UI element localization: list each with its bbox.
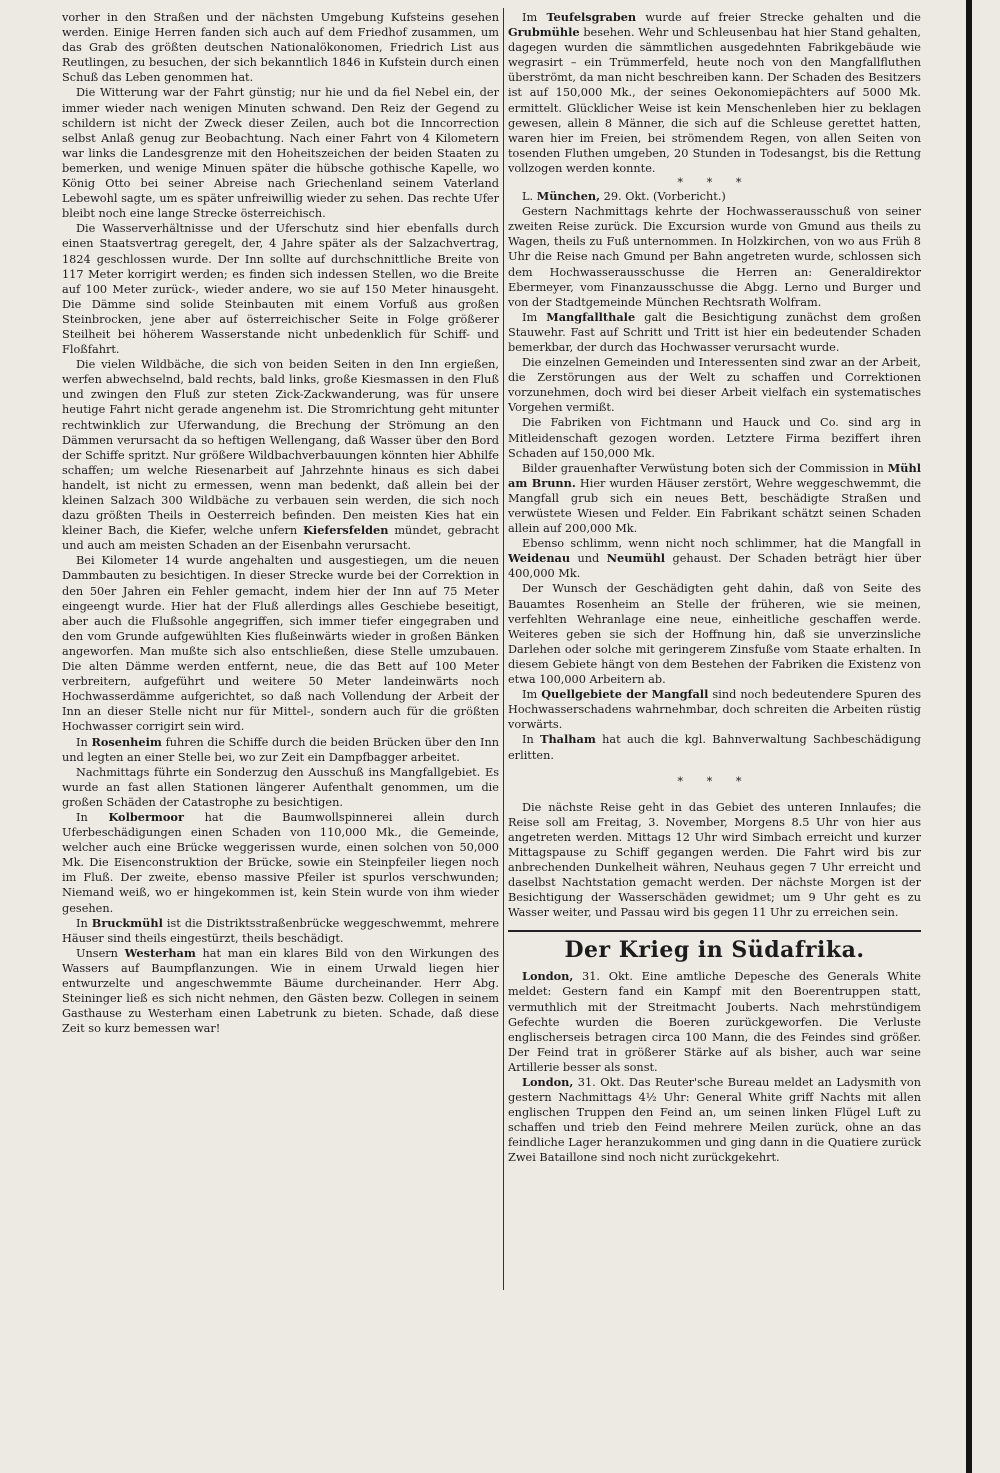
paragraph: In Rosenheim fuhren die Schiffe durch die beiden Brücken über den Inn und legten an einer Stelle bei, wo zur Zeit ein Dampfbagger arbeitet. [62, 734, 500, 764]
place-name: Kolbermoor [108, 809, 184, 824]
paragraph: Der Wunsch der Geschädigten geht dahin, daß von Seite des Bauamtes Rosenheim an Stelle der früheren, wie sie meinen, verfehlten Wehranlage eine neue, einheitliche geschaffen werde. Weiteres geben sie sich der Hoffnung hin, daß sie unverzinsliche Darlehen oder solche mit geringerem Zinsfuße vom Staate erhalten. In diesem Gebiete hängt von dem Bestehen der Fabriken die Existenz von etwa 100,000 Arbeitern ab. [508, 582, 921, 687]
paragraph: Im Mangfallthale galt die Besichtigung zunächst dem großen Stauwehr. Fast auf Schritt und Tritt ist hier ein bedeutender Schaden bemerkbar, der durch das Hochwasser verursacht wurde. [508, 309, 921, 354]
place-name: Rosenheim [91, 734, 162, 749]
dateline: L. München, 29. Okt. (Vorbericht.) [522, 189, 726, 204]
place-name: Neumühl [606, 551, 666, 566]
headline: Der Krieg in Südafrika. [564, 937, 865, 964]
left-column [62, 10, 499, 1036]
paragraph: Die vielen Wildbäche, die sich von beiden Seiten in den Inn ergießen, werfen abwechselnd, bald rechts, bald links, große Kiesmassen in den Fluß und zwingen den Fluß zur steten Zick-Zackwanderung, was für unsere heutige Fahrt nicht gerade angenehm ist. Die Stromrichtung geht mitunter rechtwinklich zur Uferwandung, die Brechung der Strömung an den Dämmen verursacht da so heftigen Wellengang, daß Wasser über den Bord der Schiffe spritzt. Nur größere Wildbachverbauungen könnten hier Abhilfe schaffen; um welche Riesenarbeit auf Jahrzehnte hinaus es sich dabei handelt, ist nicht zu ermessen, wenn man bedenkt, daß allein bei der kleinen Salzach 300 Wildbäche zu verbauen sein werden, die sich noch dazu größten Theils in Oesterreich befinden. Den meisten Kies hat ein kleiner Bach, die Kiefer, welche unfern Kiefersfelden mündet, gebracht und auch am meisten Schaden an der Eisenbahn verursacht. [62, 358, 499, 553]
paragraph: Ebenso schlimm, wenn nicht noch schlimmer, hat die Mangfall in Weidenau und Neumühl gehaust. Der Schaden beträgt hier über 400,000 Mk. [508, 537, 921, 581]
paragraph: London, 31. Okt. Das Reuter'sche Bureau meldet an Ladysmith von gestern Nachmittags 4½ Uhr: General White griff Nachts mit allen englischen Truppen den Feind an, um seinen linken Flügel Luft zu schaffen und trieb den Feind mehrere Meilen zurück, ohne an das feindliche Lager heranzukommen und ging dann in die Quatiere zurück Zwei Bataillone sind noch nicht zurückgekehrt. [508, 1075, 921, 1165]
scan-edge [966, 0, 972, 1473]
paragraph: In Bruckmühl ist die Distriktsstraßenbrücke weggeschwemmt, mehrere Häuser sind theils eingestürzt, theils beschädigt. [62, 915, 500, 945]
place-name: Weidenau [508, 551, 571, 566]
paragraph: Gestern Nachmittags kehrte der Hochwasserausschuß von seiner zweiten Reise zurück. Die Excursion wurde von Gmund aus theils zu Wagen, theils zu Fuß unternommen. In Holzkirchen, von wo aus Früh 8 Uhr die Reise nach Gmund per Bahn angetreten wurde, schlossen sich dem Hochwasserausschusse die Herren an: Generaldirektor Ebermeyer, vom Finanzausschusse die Abgg. Lerno und Burger und von der Stadtgemeinde München Rechtsrath Wolfram. [508, 205, 921, 309]
place-name: Quellgebiete der Mangfall [541, 687, 709, 702]
paragraph: In Kolbermoor hat die Baumwollspinnerei allein durch Uferbeschädigungen einen Schaden von 110,000 Mk., die Gemeinde, welcher auch eine Brücke weggerissen wurde, einen solchen von 50,000 Mk. Die Eisenconstruktion der Brücke, sowie ein Steinpfeiler liegen noch im Fluß. Der zweite, ebenso massive Pfeiler ist spurlos verschwunden; Niemand weiß, wo er hingekommen ist, kein Stein wurde von ihm wieder gesehen. [62, 809, 499, 915]
spacer [508, 763, 921, 775]
section-separator: * * * [677, 176, 752, 190]
paragraph: Die Witterung war der Fahrt günstig; nur hie und da fiel Nebel ein, der immer wieder nach wenigen Minuten schwand. Den Reiz der Gegend zu schildern ist nicht der Zweck dieser Zeilen, auch bot die Inncorrection selbst Anlaß genug zur Beobachtung. Nach einer Fahrt von 4 Kilometern war links die Landesgrenze mit den Hoheitszeichen der beiden Staaten zu bemerken, und wenige Minuen später die hübsche gothische Kapelle, wo König Otto bei seiner Abreise nach Griechenland seinem Vaterland Lebewohl sagte, um es später unfreiwillig wieder zu sehen. Das rechte Ufer bleibt noch eine lange Strecke österreichisch. [62, 86, 499, 221]
paragraph: London, 31. Okt. Eine amtliche Depesche des Generals White meldet: Gestern fand ein Kampf mit den Boerentruppen statt, vermuthlich mit der Streitmacht Jouberts. Nach mehrstündigem Gefechte wurden die Boeren zurückgeworfen. Die Verluste englischerseis betragen circa 100 Mann, die des Feindes sind größer. Der Feind trat in größerer Stärke auf als bisher, auch war seine Artillerie besser als sonst. [508, 969, 921, 1074]
place-name: London, [522, 969, 574, 984]
place-name: Kiefersfelden [303, 523, 389, 538]
place-name: London, [522, 1075, 574, 1089]
paragraph: vorher in den Straßen und der nächsten Umgebung Kufsteins gesehen werden. Einige Herren fanden sich auch auf dem Friedhof zusammen, um das Grab des größten deutschen Nationalökonomen, Friedrich List aus Reutlingen, zu besuchen, der sich bekanntlich 1846 in Kufstein durch einen Schuß das Leben genommen hat. [62, 11, 499, 85]
section-separator: * * * [677, 774, 752, 788]
paragraph: In Thalham hat auch die kgl. Bahnverwaltung Sachbeschädigung erlitten. [508, 732, 921, 762]
place-name: Thalham [540, 732, 596, 747]
column-divider [503, 8, 504, 1290]
place-name: Bruckmühl [91, 915, 163, 930]
place-name: Mühl am Brunn. [508, 460, 921, 490]
spacer [508, 788, 921, 800]
paragraph: Die Fabriken von Fichtmann und Hauck und Co. sind arg in Mitleidenschaft gezogen worden. Letztere Firma beziffert ihren Schaden auf 150,000 Mk. [508, 416, 921, 460]
place-name: Teufelsgraben [546, 10, 637, 24]
paragraph: Bilder grauenhafter Verwüstung boten sich der Commission in Mühl am Brunn. Hier wurden Häuser zerstört, Wehre weggeschwemmt, die Mangfall grub sich ein neues Bett, beschädigte Straßen und verwüstete Wiesen und Felder. Ein Fabrikant schätzt seinen Schaden allein auf 200,000 Mk. [508, 460, 922, 536]
section-rule [508, 930, 921, 932]
paragraph: Im Quellgebiete der Mangfall sind noch bedeutendere Spuren des Hochwasserschadens wahrnehmbar, doch schreiten die Arbeiten rüstig vorwärts. [508, 687, 922, 732]
paragraph: Die Wasserverhältnisse und der Uferschutz sind hier ebenfalls durch einen Staatsvertrag geregelt, der, 4 Jahre später als der Salzachvertrag, 1824 geschlossen wurde. Der Inn sollte auf durchschnittliche Breite von 117 Meter korrigirt werden; es finden sich indessen Stellen, wo die Breite auf 100 Meter zurück-, wieder andere, wo sie auf 150 Meter hinausgeht. Die Dämme sind solide Steinbauten mit einem Vorfuß aus großen Steinbrocken, jene aber auf österreichischer Seite in Folge größerer Steilheit bei höherem Wasserstande nicht unbedenklich für Schiff- und Floßfahrt. [62, 222, 499, 357]
place-name: Mangfallthale [546, 309, 636, 324]
paragraph: Die einzelnen Gemeinden und Interessenten sind zwar an der Arbeit, die Zerstörungen aus der Welt zu schaffen und Correktionen vorzunehmen, doch wird bei dieser Arbeit vielfach ein systematisches Vorgehen vermißt. [508, 356, 921, 415]
paragraph: Nachmittags führte ein Sonderzug den Ausschuß ins Mangfallgebiet. Es wurde an fast allen Stationen längerer Aufenthalt genommen, um die großen Schäden der Catastrophe zu besichtigen. [62, 765, 499, 809]
place-name: Westerham [124, 945, 196, 960]
paragraph: Im Teufelsgraben wurde auf freier Strecke gehalten und die Grubmühle besehen. Wehr und Schleusenbau hat hier Stand gehalten, dagegen wurden die sämmtlichen ausgedehnten Fabrikgebäude wie wegrasirt – ein Trümmerfeld, heute noch von den Mangfallfluthen überströmt, da man nicht beschreiben kann. Der Schaden des Besitzers ist auf 150,000 Mk., der seines Oekonomiepächters auf 5000 Mk. ermittelt. Glücklicher Weise ist kein Menschenleben hier zu beklagen gewesen, allein 8 Männer, die sich auf die Schleuse gerettet hatten, waren hier im Freien, bei strömendem Regen, von allen Seiten von tosenden Fluthen umgeben, 20 Stunden in Todesangst, bis die Rettung vollzogen werden konnte. [508, 10, 922, 175]
paragraph: Die nächste Reise geht in das Gebiet des unteren Innlaufes; die Reise soll am Freitag, 3. November, Morgens 8.5 Uhr von hier aus angetreten werden. Mittags 12 Uhr wird Simbach erreicht und kurzer Mittagspause zu Schiff gegangen werden. Die Fahrt wird bis zur anbrechenden Dunkelheit währen, Neuhaus gegen 7 Uhr erreicht und daselbst Nachtstation gemacht werden. Der nächste Morgen ist der Besichtigung der Wasserschäden gewidmet; um 9 Uhr geht es zu Wasser weiter, und Passau wird bis gegen 11 Uhr zu erreichen sein. [508, 800, 921, 920]
paragraph: Unsern Westerham hat man ein klares Bild von den Wirkungen des Wassers auf Baumpflanzungen. Wie in einem Urwald liegen hier entwurzelte und angeschwemmte Bäume durcheinander. Herr Abg. Steininger ließ es sich nicht nehmen, den Gästen bezw. Collegen in seinem Gasthause zu Westerham einen Labetrunk zu bieten. Schade, daß diese Zeit so kurz bemessen war! [62, 945, 500, 1036]
place-name: Grubmühle [508, 25, 580, 40]
paragraph: Bei Kilometer 14 wurde angehalten und ausgestiegen, um die neuen Dammbauten zu besichtigen. In dieser Strecke wurde bei der Correktion in den 50er Jahren ein Fehler gemacht, indem hier der Inn auf 75 Meter eingeengt wurde. Hier hat der Fluß allerdings alles Geschiebe beseitigt, aber auch die Flußsohle angegriffen, sich immer tiefer eingegraben und den vom Grunde aufgewühlten Kies flußeinwärts wieder in großen Bänken angeworfen. Man mußte sich also entschließen, diese Stelle umzubauen. Die alten Dämme werden entfernt, neue, die das Bett auf 100 Meter verbreitern, aufgeführt und weitere 50 Meter landeinwärts noch Hochwasserdämme aufgerichtet, so daß nach Vollendung der Arbeit der Inn an dieser Stelle nicht nur für Mittel-, sondern auch für die größten Hochwasser corrigirt sein wird. [62, 554, 499, 734]
right-column [508, 10, 921, 1166]
